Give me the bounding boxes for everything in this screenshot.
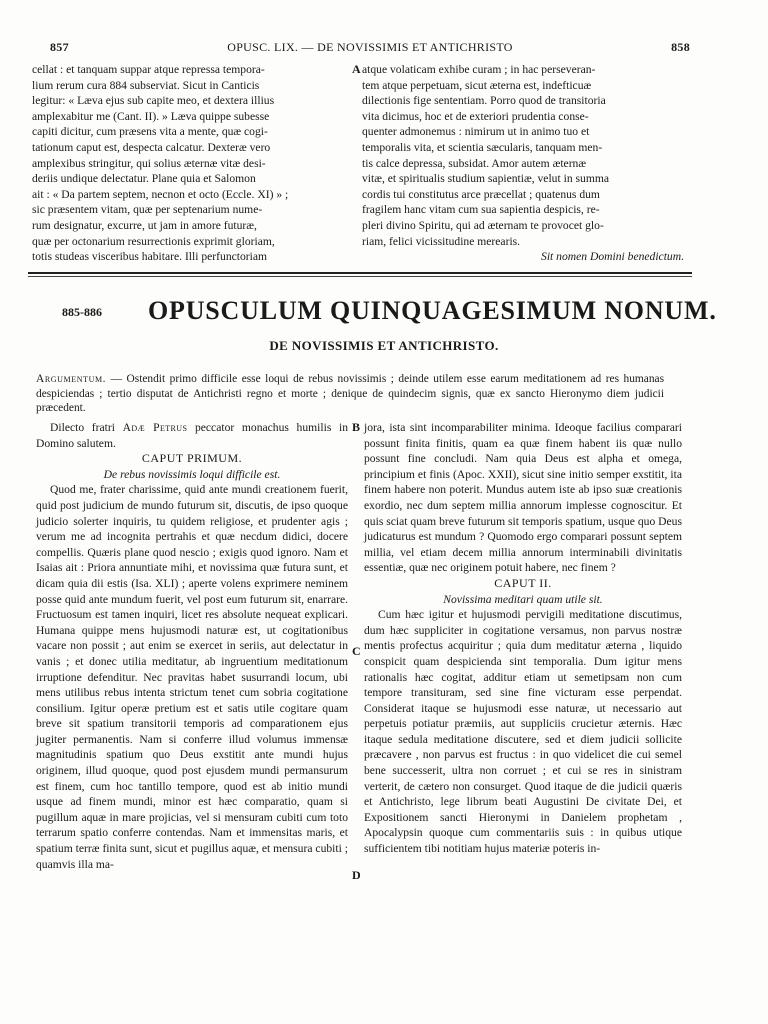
argumentum-text: — Ostendit primo difficile esse loqui de rebus novissimis ; deinde utilem esse earum meditationem ad res humanas despiciendas ; tertio disputat de Antichristi regno et morte ; denique de quindecim signis, quæ ex sancto Hieronymo diem judicii præcedent.: [36, 373, 664, 415]
text-line: temporalis vita, et scientia sæcularis, tanquam men-: [362, 140, 603, 154]
column-number-left: 857: [50, 40, 69, 54]
text-line: riam, felici vicissitudine merearis.: [362, 234, 521, 248]
margin-letter-d: D: [352, 868, 361, 882]
text-line: ait : « Da partem septem, necnon et octo (Eccle. XI) » ;: [32, 187, 289, 201]
running-head: [50, 40, 690, 60]
text-line: cordis tui constitutus arce præcellat ; quatenus dum: [362, 187, 600, 201]
text-line: vitæ, et spiritualis studium sapientiæ, velut in summa: [362, 172, 610, 186]
text-line: tem atque perpetuam, sicut æterna est, indefticuæ: [362, 78, 592, 92]
column-number-right: 858: [671, 40, 690, 54]
body-paragraph: Quod me, frater charissime, quid ante mundi creationem fuerit, quid post judicium de mundo futurum sit, discutis, de ipso quoque judicio solerter inquiris, tu quidem religiose, et prudenter agis ; verum me ad incognita pertrahis et quæ necdum didici, docere compellis. Quæris plane quod nescio ; exigis quod ignoro. Nam et Isaias ait : Priora annuntiate mihi, et novissima quæ futura sunt, et dicam quia dii estis (Isa. XLI) ; aperte volens exprimere neminem posse quid ante mundum fuerit, vel post eum futurum sit, enarrare. Fructuosum est tamen inquiri, licet res absolute nequeat explicari. Humana quippe mens hujusmodi naturæ est, ut cogitationibus vacare non possit ; aut enim se exercet in seriis, aut delectatur in vanis ; et donec utilia meditatur, ab ingruentium meditationum irruptione defenditur. Nec pravitas habet susurrandi locum, ubi mens utilibus rebus intenta strictum tenet cum sobria cogitatione consilium. Igitur operæ pretium est et satis utile cogitare quam breve sit spatium transitorii temporis ad comparationem ejus jugiter permanentis. Nam si conferre illud volumus immensæ magnitudinis spatium quo Deus exstitit ante mundi hujus originem, illud quoque, quod post ejusdem mundi permansurum est finem, cum hoc tantillo tempore, quod est ab initio mundi usque ad finem mundi, minor est hæc comparatio, quam si pugillum aquæ in mare projicias, vel si mensuram cubiti cum toto terrarum spatio conferre contendas. Nam et immensitas maris, et spatium terræ finita sunt, sicut et pugillus aquæ, et mensura cubiti ; quamvis illa ma-: [36, 483, 348, 871]
section-rule: [28, 272, 692, 274]
chapter-subtitle: Novissima meditari quam utile sit.: [443, 592, 603, 606]
opusculum-title: OPUSCULUM QUINQUAGESIMUM NONUM.: [148, 296, 717, 325]
margin-letter-a: A: [352, 62, 361, 76]
argumentum-block: [36, 372, 664, 416]
top-left-column: [32, 62, 350, 265]
text-line: atque volaticam exhibe curam ; in hac perseveran-: [362, 63, 596, 76]
salutation-names: Adæ Petrus: [122, 421, 188, 434]
section-rule-thin: [28, 276, 692, 277]
text-line: dilectionis fige sententiam. Porro quod de transitoria: [362, 94, 606, 108]
argumentum-lead: Argumentum.: [36, 373, 107, 385]
text-line: amplexibus stringitur, qui solius æternæ vitæ desi-: [32, 156, 266, 170]
closing-formula: Sit nomen Domini benedictum.: [541, 250, 684, 264]
body-paragraph: Cum hæc igitur et hujusmodi pervigili meditatione discutimus, dum hæc suppliciter in cogitatione versamus, non parvus nostræ mentis profectus acquiritur ; quia dum meditatur æterna , liquido conspicit quam despicienda sint temporalia. Dum igitur mens rationalis hæc cogitat, additur etiam ut semetipsam non cum tempore transituram, sed sine fine victuram esse perpendat. Considerat itaque se hujusmodi esse naturæ, ut necessario aut perpetuis potiatur præmiis, aut suppliciis crucietur æternis. Hæc itaque sedula meditatione discutere, sed et diem judicii sollicite præcavere , non parvus est fructus : in quo videlicet die cui semel bene successerit, ultra non corruet ; et cui se res in sinistram verterit, de cætero non consurget. Quod itaque de die judicii quæris et Antichristo, lege librum beati Augustini De civitate Dei, et Expositionem sancti Hieronymi in Danielem prophetam , Apocalypsin quoque cum commentariis suis : in quibus utique sufficientem tibi notitiam hujus materiæ poteris in-: [364, 608, 682, 856]
salutation: Dilecto fratri Adæ Petrus peccator monachus humilis in Domino salutem.: [36, 421, 348, 450]
text-line: lium rerum cura 884 subserviat. Sicut in Canticis: [32, 78, 260, 92]
text-line: deriis undique delectatur. Plane quia et Salomon: [32, 172, 256, 186]
chapter-subtitle: De rebus novissimis loqui difficile est.: [103, 467, 281, 481]
text-line: amplexabitur me (Cant. II). » Læva quippe subesse: [32, 109, 270, 123]
margin-letter-b: B: [352, 420, 361, 434]
chapter-heading: CAPUT II.: [494, 575, 552, 590]
text-line: cellat : et tanquam suppar atque repressa tempora-: [32, 63, 265, 76]
text-line: sic præsentem vitam, quæ per septenarium nume-: [32, 203, 263, 217]
body-paragraph: jora, ista sint incomparabiliter minima. Ideoque facilius comparari possunt finita finitis, quam ea quæ finem habent iis quæ nullo possunt fine concludi. Nam quia Deus est alpha et omega, principium et finis (Apoc. XXII), sicut sine initio semper exstitit, ita finem habere non poterit. Mundus autem iste ab ipso suæ creationis exordio, nec dum septem millia annorum implesse cognoscitur. Et quis sciat quam breve futurum sit temporis spatium, usque quo Deus judicaturus est mundum ? Quomodo ergo comparari possunt septem millia, vel etiam decem millia annorum interminabili divinitatis essentiæ, quæ nec originem potuit habere, nec finem ?: [364, 421, 682, 575]
text-line: rum designatur, excurre, ut jam in amore futuræ,: [32, 218, 257, 232]
text-line: totis studeas visceribus habitare. Illi perfunctoriam: [32, 250, 268, 264]
top-right-column: [362, 62, 684, 265]
text-line: capiti dicitur, cum præsens vita a mente, quæ cogi-: [32, 125, 268, 139]
main-right-column: [364, 420, 682, 857]
text-line: tationum caput est, despecta calcatur. Dexteræ vero: [32, 140, 271, 154]
text-line: fragilem hanc vitam cum sua sapientia despicis, re-: [362, 203, 600, 217]
text-line: legitur: « Læva ejus sub capite meo, et dextera illius: [32, 94, 275, 108]
opusculum-heading: [0, 296, 768, 336]
text-line: tis calce depressa, subsidat. Amor autem æternæ: [362, 156, 587, 170]
text-line: quæ per octonarium resurrectionis exprimit gloriam,: [32, 234, 275, 248]
text-line: pleri divino Spiritu, qui ad æternam te provocet glo-: [362, 218, 604, 232]
margin-letter-c: C: [352, 644, 361, 658]
running-head-title: OPUSC. LIX. — DE NOVISSIMIS ET ANTICHRISTO: [227, 40, 513, 54]
chapter-heading: CAPUT PRIMUM.: [141, 451, 243, 466]
text-line: vita dicimus, hoc et de exteriori prudentia conse-: [362, 109, 589, 123]
opusculum-column-numbers: 885-886: [62, 305, 102, 319]
text-line: quenter admonemus : nimirum ut in animo tuo et: [362, 125, 590, 139]
opusculum-subtitle: DE NOVISSIMIS ET ANTICHRISTO.: [269, 338, 499, 353]
main-left-column: [36, 420, 348, 872]
